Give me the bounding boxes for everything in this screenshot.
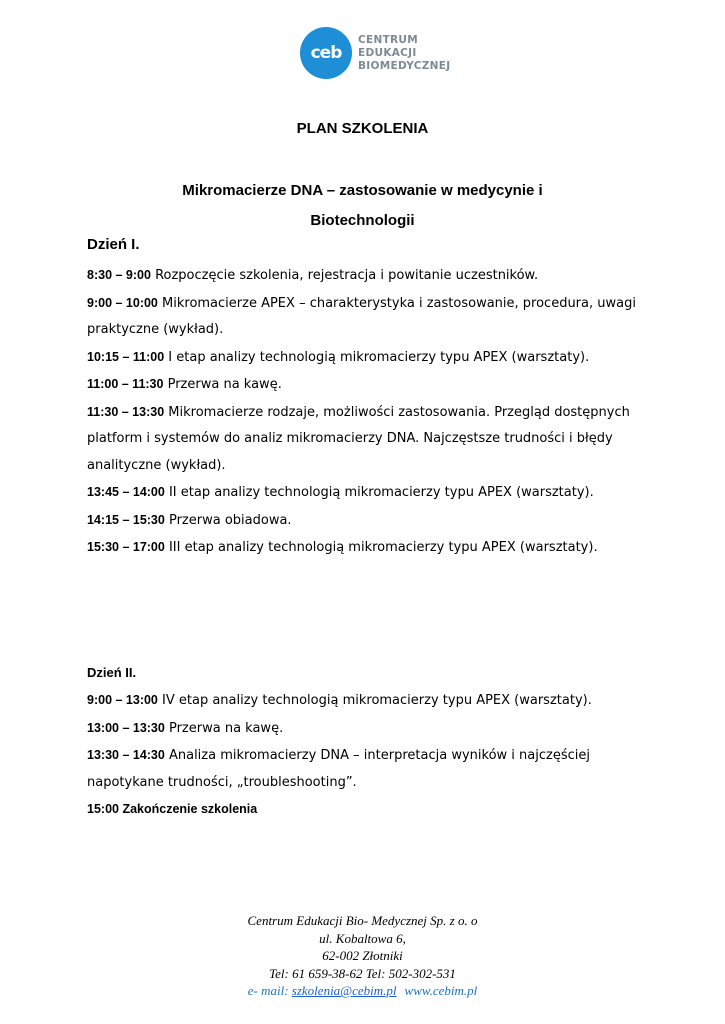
entry-time: 13:45 – 14:00 xyxy=(87,485,165,499)
footer-city: 62-002 Złotniki xyxy=(322,948,403,963)
schedule-entry xyxy=(87,742,647,796)
entry-text: Rozpoczęcie szkolenia, rejestracja i powitanie uczestników. xyxy=(150,268,539,283)
page-title: PLAN SZKOLENIA xyxy=(296,120,429,137)
schedule-entry xyxy=(87,687,647,715)
entry-text: II etap analizy technologią mikromacierzy typu APEX (warsztaty). xyxy=(164,485,594,500)
entry-text: I etap analizy technologią mikromacierzy typu APEX (warsztaty). xyxy=(164,349,590,365)
entry-time: 9:00 – 10:00 xyxy=(87,295,158,310)
entry-text: Przerwa na kawę. xyxy=(164,720,284,736)
logo-line-2: EDUKACJI xyxy=(358,46,417,59)
company-logo xyxy=(300,27,450,79)
footer-street: ul. Kobaltowa 6, xyxy=(319,930,406,946)
footer-phones: Tel: 61 659-38-62 Tel: 502-302-531 xyxy=(269,965,456,981)
footer-address xyxy=(0,912,725,1000)
footer-contact xyxy=(0,982,725,1000)
logo-line-1: CENTRUM xyxy=(358,33,418,46)
day-2-schedule xyxy=(87,687,647,823)
subtitle-line-2: Biotechnologii xyxy=(310,212,415,229)
entry-time: 14:15 – 15:30 xyxy=(87,512,165,527)
day-2-heading: Dzień II. xyxy=(87,665,137,680)
schedule-entry xyxy=(87,344,647,372)
logo-line-3: BIOMEDYCZNEJ xyxy=(358,59,451,72)
entry-text: Mikromacierze APEX – charakterystyka i zastosowanie, procedura, uwagi praktyczne (wykład). xyxy=(87,295,636,337)
entry-text: Przerwa na kawę. xyxy=(163,377,282,392)
schedule-entry xyxy=(87,290,647,344)
entry-text: Przerwa obiadowa. xyxy=(164,512,292,528)
schedule-entry xyxy=(87,399,647,480)
entry-time: 13:00 – 13:30 xyxy=(87,720,165,735)
mail-label: e- mail: xyxy=(247,983,292,998)
entry-text: Analiza mikromacierzy DNA – interpretacja wyników i najczęściej napotykane trudności, „troubleshooting”. xyxy=(87,748,590,790)
schedule-entry xyxy=(87,262,647,290)
entry-text: IV etap analizy technologią mikromacierzy typu APEX (warsztaty). xyxy=(157,693,592,708)
entry-time: 13:30 – 14:30 xyxy=(87,748,165,762)
schedule-entry xyxy=(87,479,647,507)
entry-time: 8:30 – 9:00 xyxy=(87,268,151,282)
subtitle-line-1: Mikromacierze DNA – zastosowanie w medycynie i xyxy=(182,182,543,199)
email-link[interactable]: szkolenia@cebim.pl xyxy=(291,983,397,998)
logo-mark-icon xyxy=(300,27,352,79)
entry-text: III etap analizy technologią mikromacierzy typu APEX (warsztaty). xyxy=(164,540,598,555)
schedule-entry xyxy=(87,371,647,399)
day-1-schedule xyxy=(87,262,647,562)
entry-time: 9:00 – 13:00 xyxy=(87,693,158,707)
day-1-heading: Dzień I. xyxy=(87,236,140,253)
course-subtitle xyxy=(0,176,725,236)
schedule-entry xyxy=(87,715,647,743)
entry-time: 10:15 – 11:00 xyxy=(87,349,165,364)
closing-entry: 15:00 Zakończenie szkolenia xyxy=(87,802,258,816)
logo-wordmark xyxy=(358,34,450,73)
entry-time: 11:00 – 11:30 xyxy=(87,377,164,391)
footer-company: Centrum Edukacji Bio- Medycznej Sp. z o. o xyxy=(247,913,478,928)
website-link[interactable]: www.cebim.pl xyxy=(404,983,478,998)
entry-time: 11:30 – 13:30 xyxy=(87,404,165,419)
logo-mark-text: ceb xyxy=(310,43,342,63)
entry-time: 15:30 – 17:00 xyxy=(87,540,165,554)
entry-text: Mikromacierze rodzaje, możliwości zastosowania. Przegląd dostępnych platform i systemów do analiz mikromacierzy DNA. Najczęstsze trudności i błędy analityczne (wykład). xyxy=(87,404,630,473)
schedule-entry xyxy=(87,534,647,562)
schedule-entry xyxy=(87,507,647,535)
